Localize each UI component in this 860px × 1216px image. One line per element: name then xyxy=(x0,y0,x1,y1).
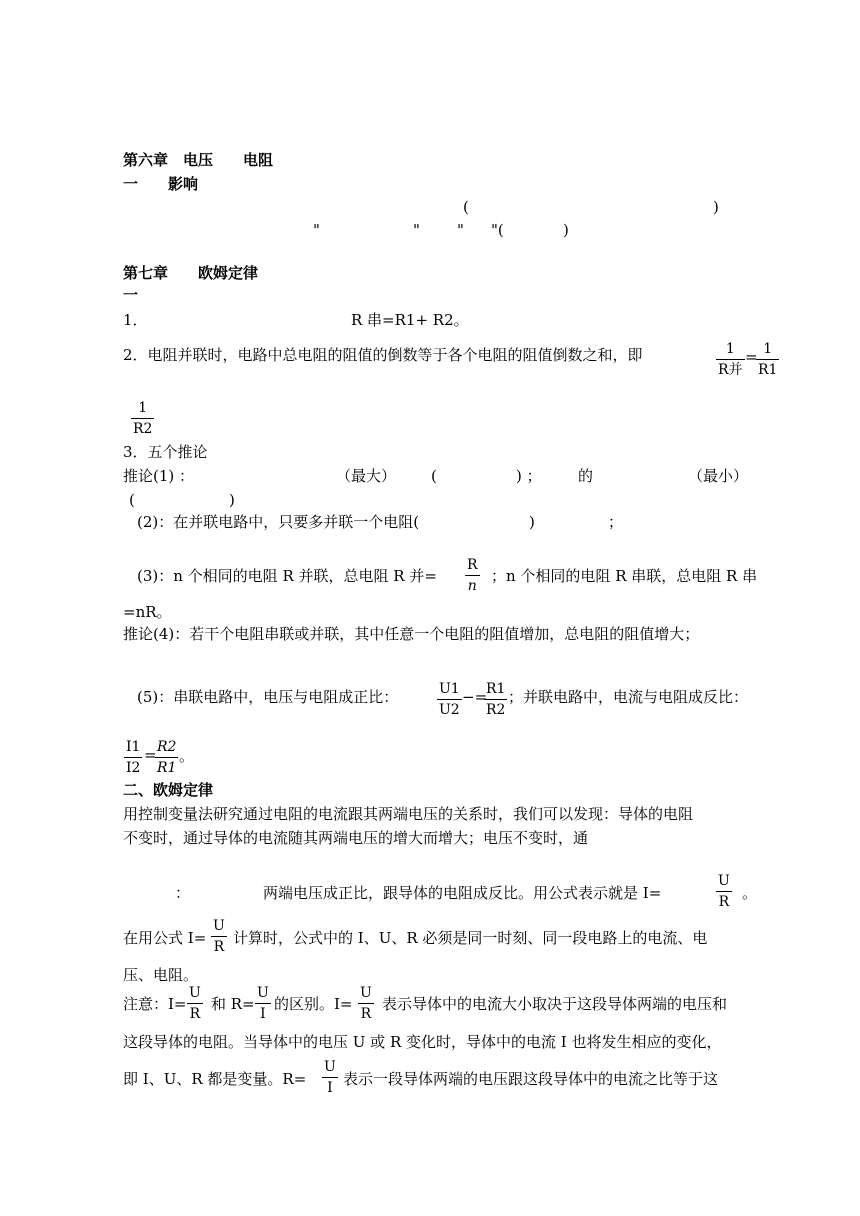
inference5-text: (5)：串联电路中，电压与电阻成正比： xyxy=(137,688,399,706)
note-label: 注意：I= xyxy=(123,995,187,1013)
numerator: R1 xyxy=(484,682,507,700)
fraction-1-over-rbing xyxy=(716,342,745,377)
quote-mark: " xyxy=(457,221,464,239)
ohm-paragraph-line1: 用控制变量法研究通过电阻的电流跟其两端电压的关系时，我们可以发现：导体的电阻 xyxy=(123,805,694,823)
paren-close: ) xyxy=(529,513,535,531)
fraction-1-over-r1 xyxy=(756,342,779,377)
inference1-min: （最小） xyxy=(688,467,749,485)
parallel-resistance-text: 2．电阻并联时，电路中总电阻的阻值的倒数等于各个电阻的阻值倒数之和，即 xyxy=(123,346,643,364)
numerator: 1 xyxy=(131,401,154,419)
fraction-u-over-r xyxy=(358,986,374,1021)
paren-open: ( xyxy=(129,491,135,509)
denominator: R xyxy=(189,1006,201,1022)
quote-paren: "( xyxy=(491,221,504,239)
semicolon: ； xyxy=(608,513,624,531)
colon: ： xyxy=(175,884,191,902)
note-line1: 表示导体中的电流大小取决于这段导体两端的电压和 xyxy=(382,995,728,1013)
denominator: I2 xyxy=(126,760,141,776)
quote-mark: " xyxy=(313,221,320,239)
denominator: I xyxy=(327,1080,333,1096)
chapter7-title: 第七章 欧姆定律 xyxy=(123,264,259,282)
numerator: I1 xyxy=(124,740,142,758)
item3-heading: 3．五个推论 xyxy=(123,443,208,461)
fraction-r-over-n xyxy=(465,558,480,593)
inference4-text: 推论(4)：若干个电阻串联或并联，其中任意一个电阻的阻值增加，总电阻的阻值增大； xyxy=(123,625,700,643)
paren-close: ) xyxy=(713,198,719,216)
period: 。 xyxy=(742,884,758,902)
note-and-r: 和 R= xyxy=(211,995,255,1013)
denominator: R xyxy=(360,1006,372,1022)
inference5-parallel-text: ；并联电路中，电流与电阻成反比： xyxy=(508,688,749,706)
inference3-result: =nR。 xyxy=(123,603,172,621)
denominator: I xyxy=(260,1006,266,1022)
paren-close: ) xyxy=(563,221,569,239)
numerator: R xyxy=(465,558,480,576)
fraction-u-over-r xyxy=(211,919,227,954)
paren-close-semicolon: ) ； xyxy=(516,467,542,485)
numerator: U xyxy=(322,1060,338,1078)
inference1-de: 的 xyxy=(578,467,594,485)
fraction-u-over-r xyxy=(716,874,732,909)
paren-open: ( xyxy=(431,467,437,485)
numerator: U xyxy=(187,986,203,1004)
denominator: n xyxy=(467,578,477,594)
formula-usage-line2: 压、电阻。 xyxy=(123,966,199,984)
fraction-u-over-i xyxy=(322,1060,338,1095)
denominator: R2 xyxy=(133,421,153,437)
chapter6-title: 第六章 电压 电阻 xyxy=(123,151,274,169)
note-difference: 的区别。I= xyxy=(274,995,353,1013)
denominator: R并 xyxy=(718,362,743,378)
equals-sign: = xyxy=(144,746,157,764)
series-resistance-formula: R 串=R1+ R2。 xyxy=(351,311,469,329)
period: 。 xyxy=(179,747,195,765)
quote-mark: " xyxy=(413,221,420,239)
ohm-paragraph-line2: 不变时，通过导体的电流随其两端电压的增大而增大；电压不变时，通 xyxy=(123,829,589,847)
fraction-u1-over-u2 xyxy=(437,682,462,717)
inference2-text: (2)：在并联电路中，只要多并联一个电阻( xyxy=(137,513,420,531)
inference1-label: 推论(1) ： xyxy=(123,467,195,485)
numerator: U xyxy=(358,986,374,1004)
fraction-i1-over-i2 xyxy=(124,740,142,775)
equals-sign: = xyxy=(745,348,758,366)
note-line3: 表示一段导体两端的电压跟这段导体中的电流之比等于这 xyxy=(343,1070,719,1088)
note-line2: 这段导体的电阻。当导体中的电压 U 或 R 变化时，导体中的电流 I 也将发生相应的变化， xyxy=(123,1033,722,1051)
chapter6-section1-heading: 一 影响 xyxy=(123,175,199,193)
chapter7-section1-heading: 一 xyxy=(123,286,139,304)
numerator: U xyxy=(716,874,732,892)
denominator: R1 xyxy=(157,760,177,776)
numerator: 1 xyxy=(756,342,779,360)
note-line3-start: 即 I、U、R 都是变量。R= xyxy=(123,1070,307,1088)
fraction-r2-over-r1 xyxy=(155,740,178,775)
item1-number: 1． xyxy=(123,311,148,329)
denominator: U2 xyxy=(439,702,460,718)
numerator: U1 xyxy=(437,682,462,700)
numerator: U xyxy=(255,986,271,1004)
fraction-1-over-r2 xyxy=(131,401,154,436)
formula-usage-line1-start: 在用公式 I= xyxy=(123,929,207,947)
paren-open: ( xyxy=(463,198,469,216)
fraction-r1-over-r2 xyxy=(484,682,507,717)
paren-close: ) xyxy=(229,491,235,509)
numerator: 1 xyxy=(716,342,745,360)
inference1-max: （最大） xyxy=(336,467,397,485)
numerator: U xyxy=(211,919,227,937)
equals-sign: −= xyxy=(462,688,488,706)
inference3-series-text: ；n 个相同的电阻 R 串联，总电阻 R 串 xyxy=(491,567,758,585)
denominator: R xyxy=(213,939,225,955)
inference3-text: (3)：n 个相同的电阻 R 并联，总电阻 R 并= xyxy=(137,567,437,585)
denominator: R2 xyxy=(486,702,506,718)
fraction-u-over-i xyxy=(255,986,271,1021)
formula-usage-line1: 计算时，公式中的 I、U、R 必须是同一时刻、同一段电路上的电流、电 xyxy=(233,929,708,947)
section2-heading: 二、欧姆定律 xyxy=(123,781,214,799)
numerator: R2 xyxy=(155,740,178,758)
denominator: R1 xyxy=(758,362,778,378)
denominator: R xyxy=(718,894,730,910)
ohm-law-statement: 两端电压成正比，跟导体的电阻成反比。用公式表示就是 I= xyxy=(263,884,662,902)
fraction-u-over-r xyxy=(187,986,203,1021)
